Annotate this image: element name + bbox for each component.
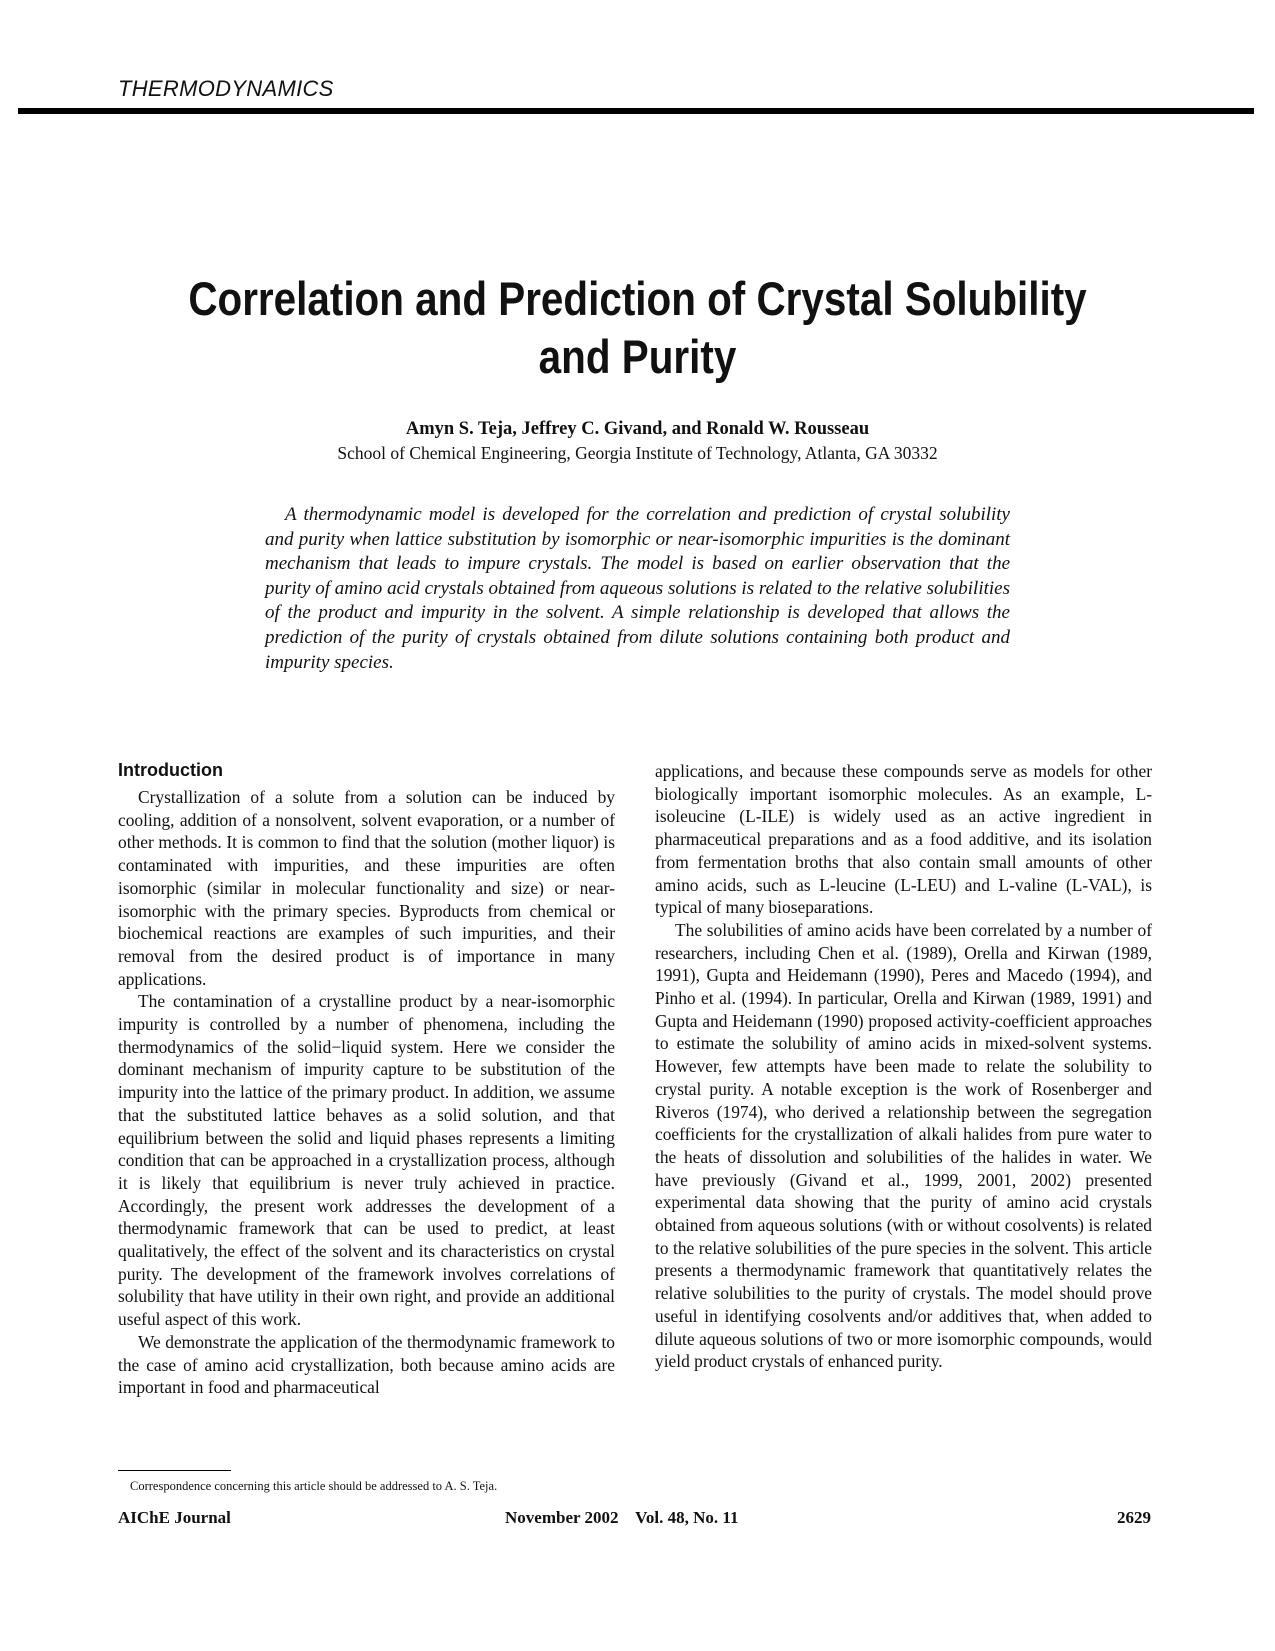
- right-column: [655, 760, 1152, 1373]
- paragraph-continued: applications, and because these compounds serve as models for other biologically important isomorphic molecules. As an example, L-isoleucine (L-ILE) is widely used as an active ingredient in pharmaceutical preparations and as a food additive, and its isolation from fermentation broths that also contain small amounts of other amino acids, such as L-leucine (L-LEU) and L-valine (L-VAL), is typical of many bioseparations.: [655, 761, 1152, 918]
- paragraph: The solubilities of amino acids have been correlated by a number of researchers, including Chen et al. (1989), Orella and Kirwan (1989, 1991), Gupta and Heidemann (1990), Peres and Macedo (1994), and Pinho et al. (1994). In particular, Orella and Kirwan (1989, 1991) and Gupta and Heidemann (1990) proposed activity-coefficient approaches to estimate the solubility of amino acids in mixed-solvent systems. However, few attempts have been made to relate the solubility to crystal purity. A notable exception is the work of Rosenberger and Riveros (1974), who derived a relationship between the segregation coefficients for the crystallization of alkali halides from pure water to the heats of dissolution and solubilities of the halides in water. We have previously (Givand et al., 1999, 2001, 2002) presented experimental data showing that the purity of amino acid crystals obtained from aqueous solutions (with or without cosolvents) is related to the relative solubilities of the pure species in the solvent. This article presents a thermodynamic framework that quantitatively relates the relative solubilities to the purity of crystals. The model should prove useful in identifying cosolvents and/or additives that, when added to dilute aqueous solutions of two or more isomorphic compounds, would yield product crystals of enhanced purity.: [655, 919, 1152, 1372]
- header-rule: [18, 108, 1254, 114]
- section-label: THERMODYNAMICS: [118, 76, 334, 101]
- footer-issue: November 2002 Vol. 48, No. 11: [505, 1508, 739, 1527]
- footer-journal: AIChE Journal: [118, 1508, 231, 1527]
- section-heading-introduction: Introduction: [118, 760, 223, 780]
- footnote-divider: [118, 1470, 231, 1471]
- abstract: A thermodynamic model is developed for the correlation and prediction of crystal solubility and purity when lattice substitution by isomorphic or near-isomorphic impurities is the dominant mechanism that leads to impure crystals. The model is based on earlier observation that the purity of amino acid crystals obtained from aqueous solutions is related to the relative solubilities of the product and impurity in the solvent. A simple relationship is developed that allows the prediction of the purity of crystals obtained from dilute solutions containing both product and impurity species.: [265, 504, 1010, 673]
- author-list: Amyn S. Teja, Jeffrey C. Givand, and Ronald W. Rousseau: [405, 419, 870, 439]
- footer-page-number: 2629: [1117, 1508, 1151, 1527]
- author-affiliation: School of Chemical Engineering, Georgia Institute of Technology, Atlanta, GA 30332: [337, 443, 938, 463]
- correspondence-footnote: Correspondence concerning this article should be addressed to A. S. Teja.: [130, 1479, 498, 1493]
- left-column: [118, 760, 615, 1399]
- paragraph: Crystallization of a solute from a solution can be induced by cooling, addition of a nonsolvent, solvent evaporation, or a number of other methods. It is common to find that the solution (mother liquor) is contaminated with impurities, and these impurities are often isomorphic (similar in molecular functionality and size) or near-isomorphic with the primary species. Byproducts from chemical or biochemical reactions are examples of such impurities, and their removal from the desired product is of importance in many applications.: [118, 787, 615, 989]
- paragraph: The contamination of a crystalline product by a near-isomorphic impurity is controlled by a number of phenomena, including the thermodynamics of the solid−liquid system. Here we consider the dominant mechanism of impurity capture to be substitution of the impurity into the lattice of the primary product. In addition, we assume that the substituted lattice behaves as a solid solution, and that equilibrium between the solid and liquid phases represents a limiting condition that can be approached in a crystallization process, although it is likely that equilibrium is never truly achieved in practice. Accordingly, the present work addresses the development of a thermodynamic framework that can be used to predict, at least qualitatively, the effect of the solvent and its characteristics on crystal purity. The development of the framework involves correlations of solubility that have utility in their own right, and provide an additional useful aspect of this work.: [118, 991, 615, 1330]
- paragraph: We demonstrate the application of the thermodynamic framework to the case of amino acid crystallization, both because amino acids are important in food and pharmaceutical: [118, 1331, 615, 1398]
- article-title: Correlation and Prediction of Crystal Solubility and Purity: [188, 272, 1087, 383]
